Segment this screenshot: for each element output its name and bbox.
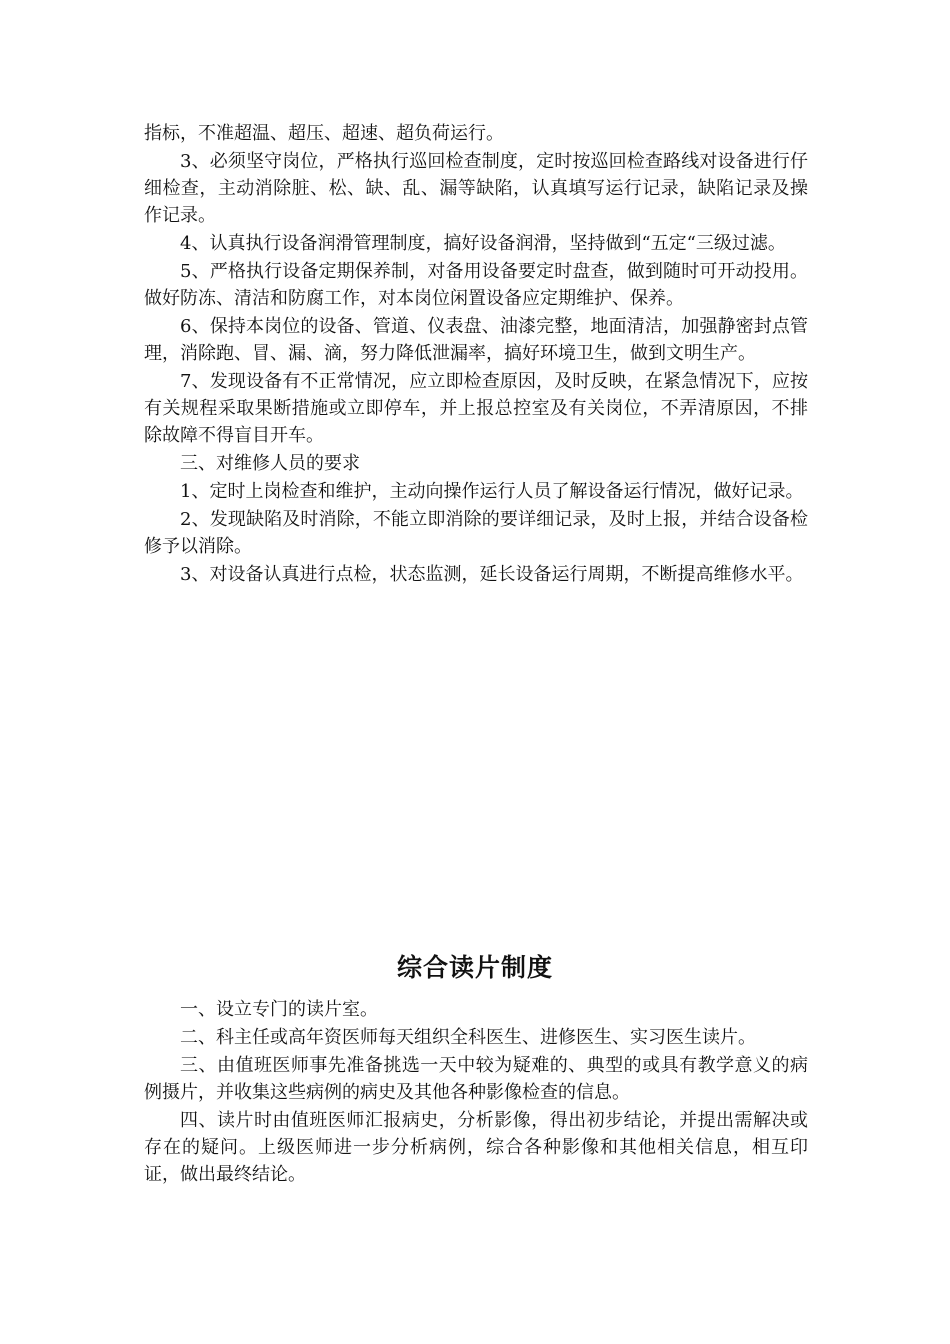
paragraph-item-7-abnormal: 7、发现设备有不正常情况，应立即检查原因，及时反映，在紧急情况下，应按有关规程采取果断措施或立即停车，并上报总控室及有关岗位，不弄清原因，不排除故障不得盲目开车。	[144, 371, 808, 446]
paragraph-repair-item-1: 1、定时上岗检查和维护，主动向操作运行人员了解设备运行情况，做好记录。	[180, 481, 804, 502]
paragraph-item-3-inspection: 3、必须坚守岗位，严格执行巡回检查制度，定时按巡回检查路线对设备进行仔细检查，主动消除脏、松、缺、乱、漏等缺陷，认真填写运行记录，缺陷记录及操作记录。	[144, 151, 808, 226]
section-heading-repair-staff: 三、对维修人员的要求	[180, 453, 360, 474]
paragraph-item-5-maintenance: 5、严格执行设备定期保养制，对备用设备要定时盘查，做到随时可开动投用。做好防冻、清洁和防腐工作，对本岗位闲置设备应定期维护、保养。	[144, 261, 808, 309]
document-title: 综合读片制度	[396, 953, 553, 982]
film-reading-section	[144, 996, 808, 1189]
paragraph-daily-reading: 二、科主任或高年资医师每天组织全科医生、进修医生、实习医生读片。	[180, 1027, 756, 1048]
paragraph-continuation: 指标，不准超温、超压、超速、超负荷运行。	[144, 123, 504, 144]
paragraph-repair-item-2: 2、发现缺陷及时消除，不能立即消除的要详细记录，及时上报，并结合设备检修予以消除。	[144, 509, 808, 557]
paragraph-case-selection: 三、由值班医师事先准备挑选一天中较为疑难的、典型的或具有教学意义的病例摄片，并收集这些病例的病史及其他各种影像检查的信息。	[144, 1055, 808, 1103]
equipment-rules-section	[144, 120, 808, 589]
paragraph-item-4-lubrication: 4、认真执行设备润滑管理制度，搞好设备润滑，坚持做到“五定“三级过滤。	[180, 233, 786, 254]
paragraph-reading-procedure: 四、读片时由值班医师汇报病史，分析影像，得出初步结论，并提出需解决或存在的疑问。上级医师进一步分析病例，综合各种影像和其他相关信息，相互印证，做出最终结论。	[144, 1110, 808, 1185]
paragraph-reading-room: 一、设立专门的读片室。	[180, 999, 378, 1020]
paragraph-item-6-cleanliness: 6、保持本岗位的设备、管道、仪表盘、油漆完整，地面清洁，加强静密封点管理，消除跑、冒、漏、滴，努力降低泄漏率，搞好环境卫生，做到文明生产。	[144, 316, 808, 364]
paragraph-repair-item-3: 3、对设备认真进行点检，状态监测，延长设备运行周期，不断提高维修水平。	[180, 564, 804, 585]
